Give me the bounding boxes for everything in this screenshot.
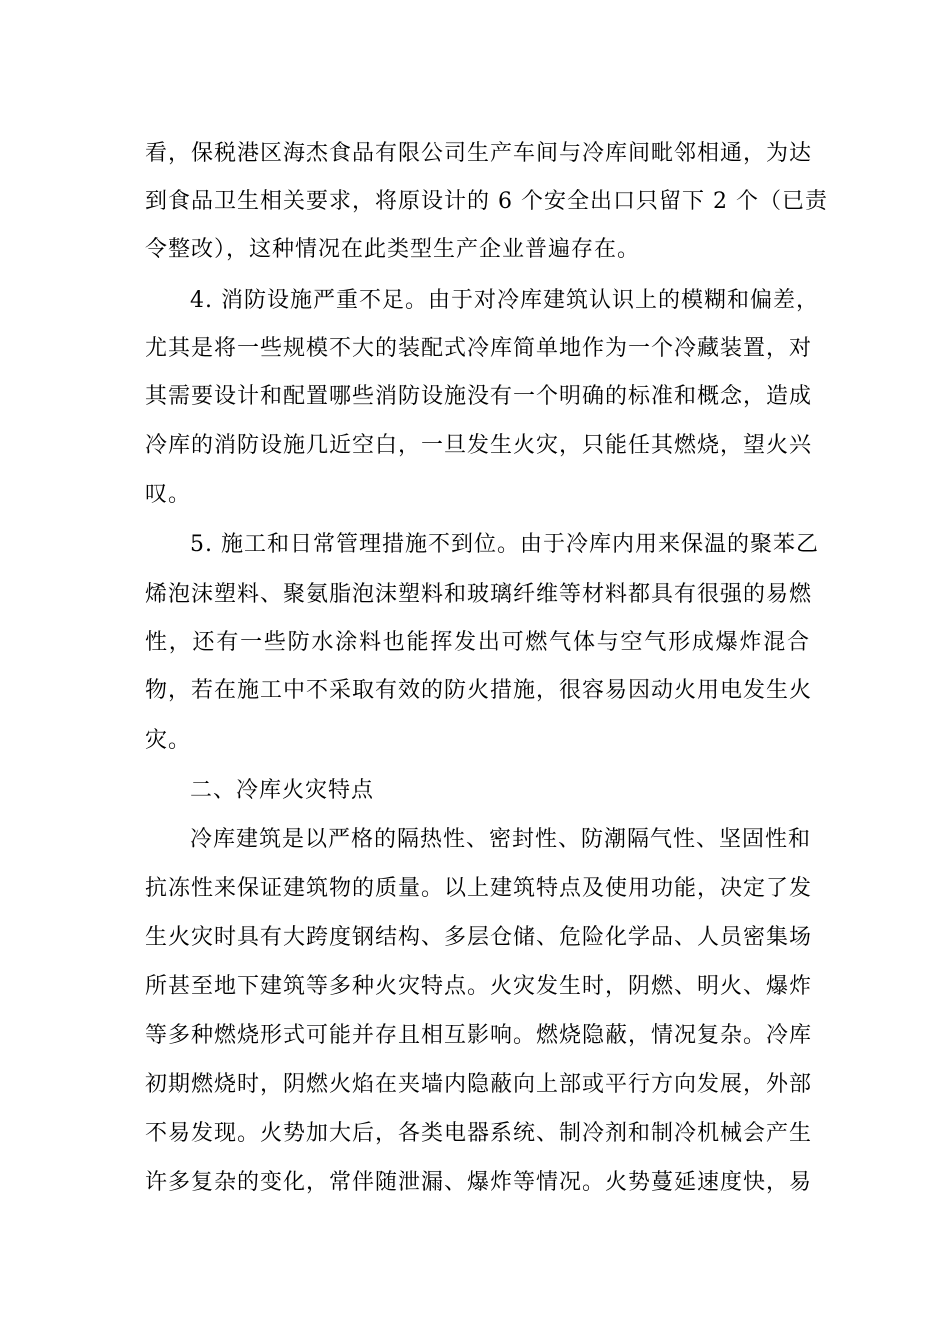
text-line: 烯泡沫塑料、聚氨脂泡沫塑料和玻璃纤维等材料都具有很强的易燃 [145, 582, 813, 607]
text-line: 冷库建筑是以严格的隔热性、密封性、防潮隔气性、坚固性和 [190, 827, 812, 852]
text-line: 灾。 [145, 728, 192, 753]
text-line: 初期燃烧时，阴燃火焰在夹墙内隐蔽向上部或平行方向发展，外部 [145, 1072, 813, 1097]
text-line: 叹。 [145, 482, 192, 507]
text-line: 抗冻性来保证建筑物的质量。以上建筑特点及使用功能，决定了发 [145, 876, 813, 901]
text-line: 许多复杂的变化，常伴随泄漏、爆炸等情况。火势蔓延速度快，易 [145, 1170, 813, 1195]
text-line: 性，还有一些防水涂料也能挥发出可燃气体与空气形成爆炸混合 [145, 630, 810, 655]
text-line: 冷库的消防设施几近空白，一旦发生火灾，只能任其燃烧，望火兴 [145, 433, 813, 458]
text-line: 5. 施工和日常管理措施不到位。由于冷库内用来保温的聚苯乙 [190, 532, 819, 557]
text-line: 生火灾时具有大跨度钢结构、多层仓储、危险化学品、人员密集场 [145, 925, 813, 950]
text-line: 物，若在施工中不采取有效的防火措施，很容易因动火用电发生火 [145, 678, 813, 703]
text-line: 所甚至地下建筑等多种火灾特点。火灾发生时，阴燃、明火、爆炸 [145, 974, 813, 999]
text-line: 等多种燃烧形式可能并存且相互影响。燃烧隐蔽，情况复杂。冷库 [145, 1023, 813, 1048]
text-line: 其需要设计和配置哪些消防设施没有一个明确的标准和概念，造成 [145, 384, 813, 409]
text-line: 到食品卫生相关要求，将原设计的 6 个安全出口只留下 2 个（已责 [145, 189, 828, 214]
section-heading: 二、冷库火灾特点 [190, 778, 375, 803]
text-line: 尤其是将一些规模不大的装配式冷库简单地作为一个冷藏装置，对 [145, 336, 813, 361]
text-line: 看，保税港区海杰食品有限公司生产车间与冷库间毗邻相通，为达 [145, 141, 813, 166]
text-line: 令整改），这种情况在此类型生产企业普遍存在。 [145, 237, 641, 262]
text-line: 不易发现。火势加大后，各类电器系统、制冷剂和制冷机械会产生 [145, 1121, 813, 1146]
text-line: 4. 消防设施严重不足。由于对冷库建筑认识上的模糊和偏差， [190, 288, 819, 313]
